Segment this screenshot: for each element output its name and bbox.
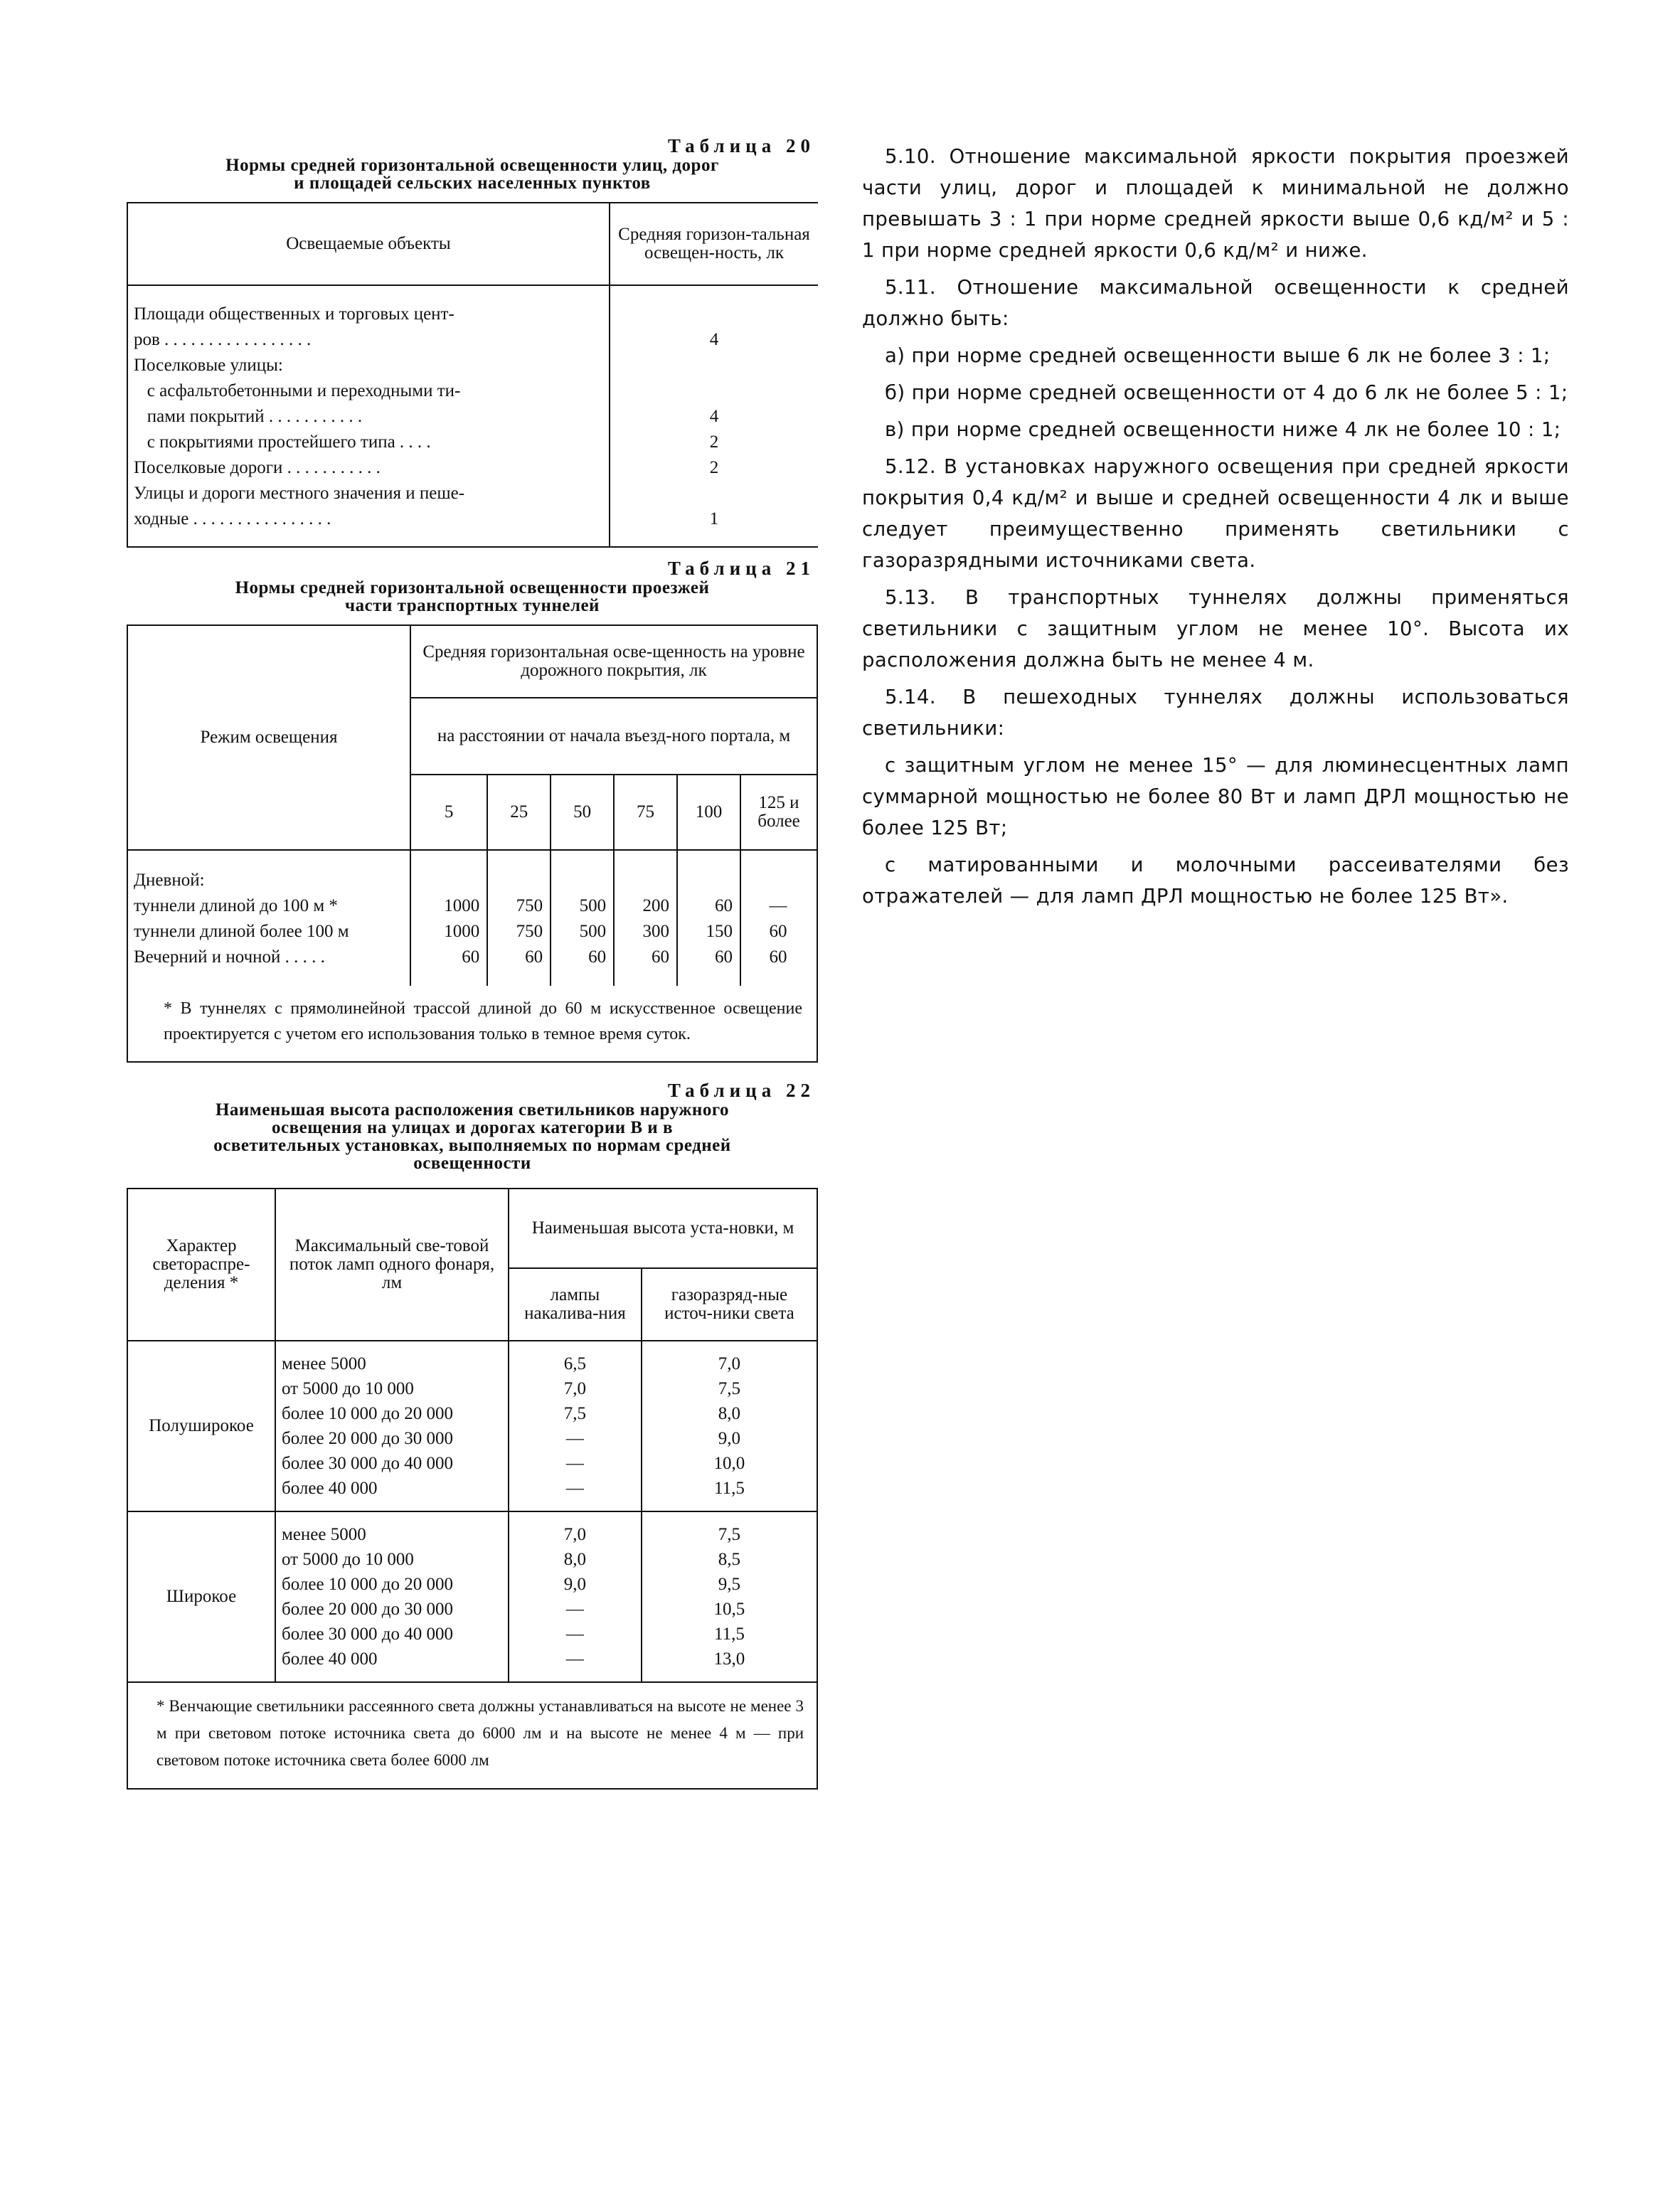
paragraph-5-11-a: а) при норме средней освещенности выше 6 лк не более 3 : 1; [885,344,1551,367]
table-22-number: Таблица 22 [667,1080,815,1101]
table-row: Полуширокое менее 5000 от 5000 до 10 000 более 10 000 до 20 000 более 20 000 до 30 000 более 30 000 до 40 000 более 40 000 6,5 7,0 7,5 — — — 7,0 7,5 8,0 9,0 10,0 11,5 [127,1341,817,1511]
paragraph-5-14-a: с защитным углом не менее 15° — для люминесцентных ламп суммарной мощностью не более 80 Вт и ламп ДРЛ мощностью не более 125 Вт; [862,754,1569,839]
table-21-group-day: Дневной: [127,868,410,893]
table-row: с покрытиями простейшего типа . . . . 2 [127,430,818,455]
table-21-caption-line-2: части транспортных туннелей [345,596,600,615]
table-row: Поселковые дороги . . . . . . . . . . . 2 [127,455,818,481]
table-22-header-height: Наименьшая высота уста-новки, м [509,1189,817,1268]
table-21-dist-125: 125 и более [740,775,817,850]
table-22-caption-line-2: освещения на улицах и дорогах категории В и в [272,1118,673,1137]
table-22-footnote: * Венчающие светильники рассеянного света должны устанавливаться на высоте не менее 3 м при световом потоке источника света до 6000 лм и на высоте не менее 4 м — при световом потоке источника света более 6000 лм [127,1682,817,1789]
table-row: пами покрытий . . . . . . . . . . . 4 [127,404,818,430]
table-20-caption-line-2: и площадей сельских населенных пунктов [294,174,651,193]
table-22-caption-line-3: осветительных установках, выполняемых по нормам средней [213,1136,731,1155]
paragraph-5-11-c: в) при норме средней освещенности ниже 4 лк не более 10 : 1; [885,418,1561,441]
paragraph-5-13: 5.13. В транспортных туннелях должны применяться светильники с защитным углом не менее 10°. Высота их расположения должна быть не менее 4 м. [862,586,1569,671]
table-21-caption-line-1: Нормы средней горизонтальной освещенности проезжей [235,578,710,597]
table-21-dist-100: 100 [677,775,740,850]
table-20-number: Таблица 20 [667,135,815,156]
table-21-dist-50: 50 [551,775,614,850]
table-20-header-illuminance: Средняя горизон-тальная освещен-ность, лк [610,203,818,285]
table-row: Улицы и дороги местного значения и пеше- [127,481,818,506]
table-row [127,868,817,893]
right-column [862,141,1569,918]
paragraph-5-11-b: б) при норме средней освещенности от 4 до 6 лк не более 5 : 1; [885,381,1568,404]
table-21-header-mode: Режим освещения [127,625,410,850]
table-21-number: Таблица 21 [667,558,815,579]
table-22-caption-line-4: освещенности [413,1154,531,1173]
table-21-footnote: * В туннелях с прямолинейной трассой длиной до 60 м искусственное освещение проектируется с учетом его использования только в темное время суток. [127,986,817,1062]
table-22-group-semi-wide: Полуширокое [127,1341,275,1511]
table-22-caption-line-1: Наименьшая высота расположения светильников наружного [215,1100,730,1120]
paragraph-5-14: 5.14. В пешеходных туннелях должны использоваться светильники: [862,686,1569,740]
paragraph-5-10: 5.10. Отношение максимальной яркости покрытия проезжей части улиц, дорог и площадей к минимальной не должно превышать 3 : 1 при норме средней яркости выше 0,6 кд/м² и 5 : 1 при норме средней яркости 0,6 кд/м² и ниже. [862,145,1569,262]
table-21-header-distance: на расстоянии от начала въезд-ного портала, м [410,698,817,775]
table-22-group-wide: Широкое [127,1511,275,1682]
table-row: туннели длиной до 100 м * 1000 750 500 200 60 — [127,893,817,919]
table-22-header-flux: Максимальный све-товой поток ламп одного фонаря, лм [275,1189,509,1341]
table-row: ходные . . . . . . . . . . . . . . . . 1 [127,506,818,532]
table-row: туннели длиной более 100 м 1000 750 500 300 150 60 [127,919,817,945]
paragraph-5-14-b: с матированными и молочными рассеивателями без отражателей — для ламп ДРЛ мощностью не более 125 Вт». [862,854,1569,908]
table-row: Поселковые улицы: [127,353,818,378]
table-22 [127,1188,818,1790]
table-row: ров . . . . . . . . . . . . . . . . . 4 [127,327,818,353]
table-row: с асфальтобетонными и переходными ти- [127,378,818,404]
table-21-dist-25: 25 [487,775,551,850]
table-20-header-objects: Освещаемые объекты [127,203,610,285]
paragraph-5-12: 5.12. В установках наружного освещения при средней яркости покрытия 0,4 кд/м² и выше и средней освещенности 4 лк и выше следует преимущественно применять светильники с газоразрядными источниками света. [862,455,1569,572]
table-row: Вечерний и ночной . . . . . 60 60 60 60 60 60 [127,945,817,970]
table-21-dist-75: 75 [614,775,677,850]
table-22-header-character: Характер светораспре-деления * [127,1189,275,1341]
table-20 [127,202,818,548]
table-row: Площади общественных и торговых цент- [127,302,818,327]
table-row: Широкое менее 5000 от 5000 до 10 000 более 10 000 до 20 000 более 20 000 до 30 000 более 30 000 до 40 000 более 40 000 7,0 8,0 9,0 — — — 7,5 8,5 9,5 10,5 11,5 13,0 [127,1511,817,1682]
table-21-dist-5: 5 [410,775,487,850]
table-22-header-incandescent: лампы накалива-ния [509,1268,642,1341]
table-22-header-gas-discharge: газоразряд-ные источ-ники света [642,1268,817,1341]
table-20-caption-line-1: Нормы средней горизонтальной освещенности улиц, дорог [225,156,719,175]
table-21 [127,624,818,1063]
table-21-header-illuminance: Средняя горизонтальная осве-щенность на уровне дорожного покрытия, лк [410,625,817,698]
left-column [127,135,818,1790]
paragraph-5-11: 5.11. Отношение максимальной освещенности к средней должно быть: [862,276,1569,330]
